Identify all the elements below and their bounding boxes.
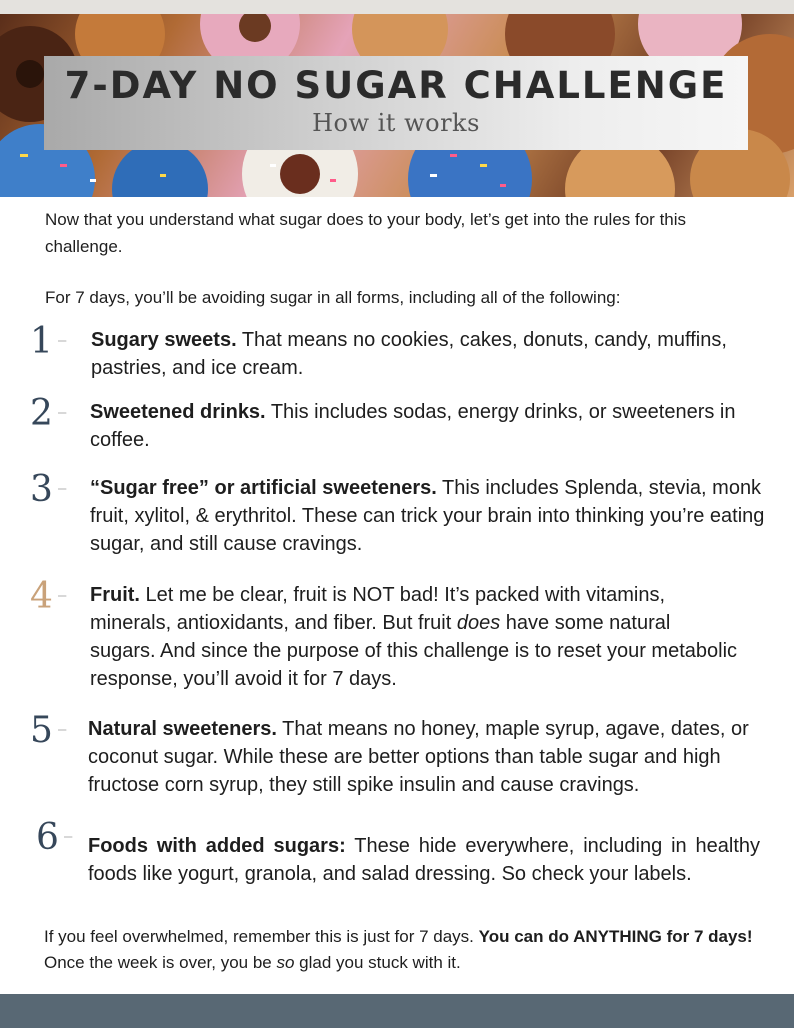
rule-text	[91, 326, 731, 382]
page-subtitle: How it works	[312, 109, 480, 137]
closing-paragraph	[44, 924, 764, 976]
rule-body: That means no cookies, cakes, donuts, candy, muffins, pastries, and ice cream.	[91, 329, 727, 379]
intro-paragraph: Now that you understand what sugar does to your body, let’s get into the rules for this challenge.	[45, 210, 687, 256]
title-box	[44, 56, 748, 150]
rule-dash: –	[64, 828, 73, 845]
rule-body: Let me be clear, fruit is NOT bad! It’s packed with vitamins, minerals, antioxidants, and fiber. But fruit	[90, 584, 666, 634]
closing-text: If you feel overwhelmed, remember this is just for 7 days.	[44, 927, 479, 946]
rule-heading: Sugary sweets.	[91, 329, 237, 351]
rule-heading: Natural sweeteners.	[88, 718, 277, 740]
rule-body: That means no honey, maple syrup, agave, dates, or coconut sugar. While these are better options than table sugar and high fructose corn syrup, they still spike insulin and cause cravings.	[88, 718, 749, 796]
rule-text	[88, 832, 760, 888]
rule-number: 1	[30, 321, 53, 362]
rule-number: 4	[30, 576, 53, 617]
rule-body: These hide everywhere, including in healthy foods like yogurt, granola, and salad dressing. So check your labels.	[88, 835, 760, 885]
rule-text	[90, 474, 780, 558]
rule-number: 6	[36, 817, 59, 858]
intro-lead-in: For 7 days, you’ll be avoiding sugar in all forms, including all of the following:	[45, 288, 621, 307]
rule-dash: –	[58, 721, 67, 738]
rule-dash: –	[58, 404, 67, 421]
top-strip	[0, 0, 794, 14]
rule-heading: “Sugar free” or artificial sweeteners.	[90, 477, 437, 499]
rule-dash: –	[58, 332, 67, 349]
rule-text	[88, 715, 753, 799]
rule-body: This includes Splenda, stevia, monk fruit, xylitol, & erythritol. These can trick your brain into thinking you’re eating sugar, and still cause cravings.	[90, 477, 765, 555]
rule-heading: Foods with added sugars:	[88, 835, 346, 857]
donut-banner-image	[0, 14, 794, 197]
page-title: 7-DAY NO SUGAR CHALLENGE	[64, 64, 728, 107]
rule-body-continued: have some natural sugars. And since the purpose of this challenge is to reset your metabolic response, you’ll avoid it for 7 days.	[90, 612, 738, 690]
closing-text-end: glad you stuck with it.	[294, 953, 461, 972]
rule-heading: Sweetened drinks.	[90, 401, 266, 423]
footer-bar	[0, 994, 794, 1028]
rule-number: 5	[30, 710, 53, 751]
rule-dash: –	[58, 587, 67, 604]
rule-dash: –	[58, 480, 67, 497]
rule-number: 3	[30, 469, 53, 510]
closing-emphasis: You can do ANYTHING for 7 days!	[478, 927, 753, 946]
closing-text-continued: Once the week is over, you be	[44, 953, 277, 972]
rule-text	[90, 581, 740, 693]
rule-text	[90, 398, 780, 454]
rule-emphasis: does	[456, 612, 501, 634]
rule-number: 2	[30, 393, 53, 434]
closing-italic: so	[276, 953, 295, 972]
rule-heading: Fruit.	[90, 584, 140, 606]
rule-body: This includes sodas, energy drinks, or sweeteners in coffee.	[90, 401, 736, 451]
